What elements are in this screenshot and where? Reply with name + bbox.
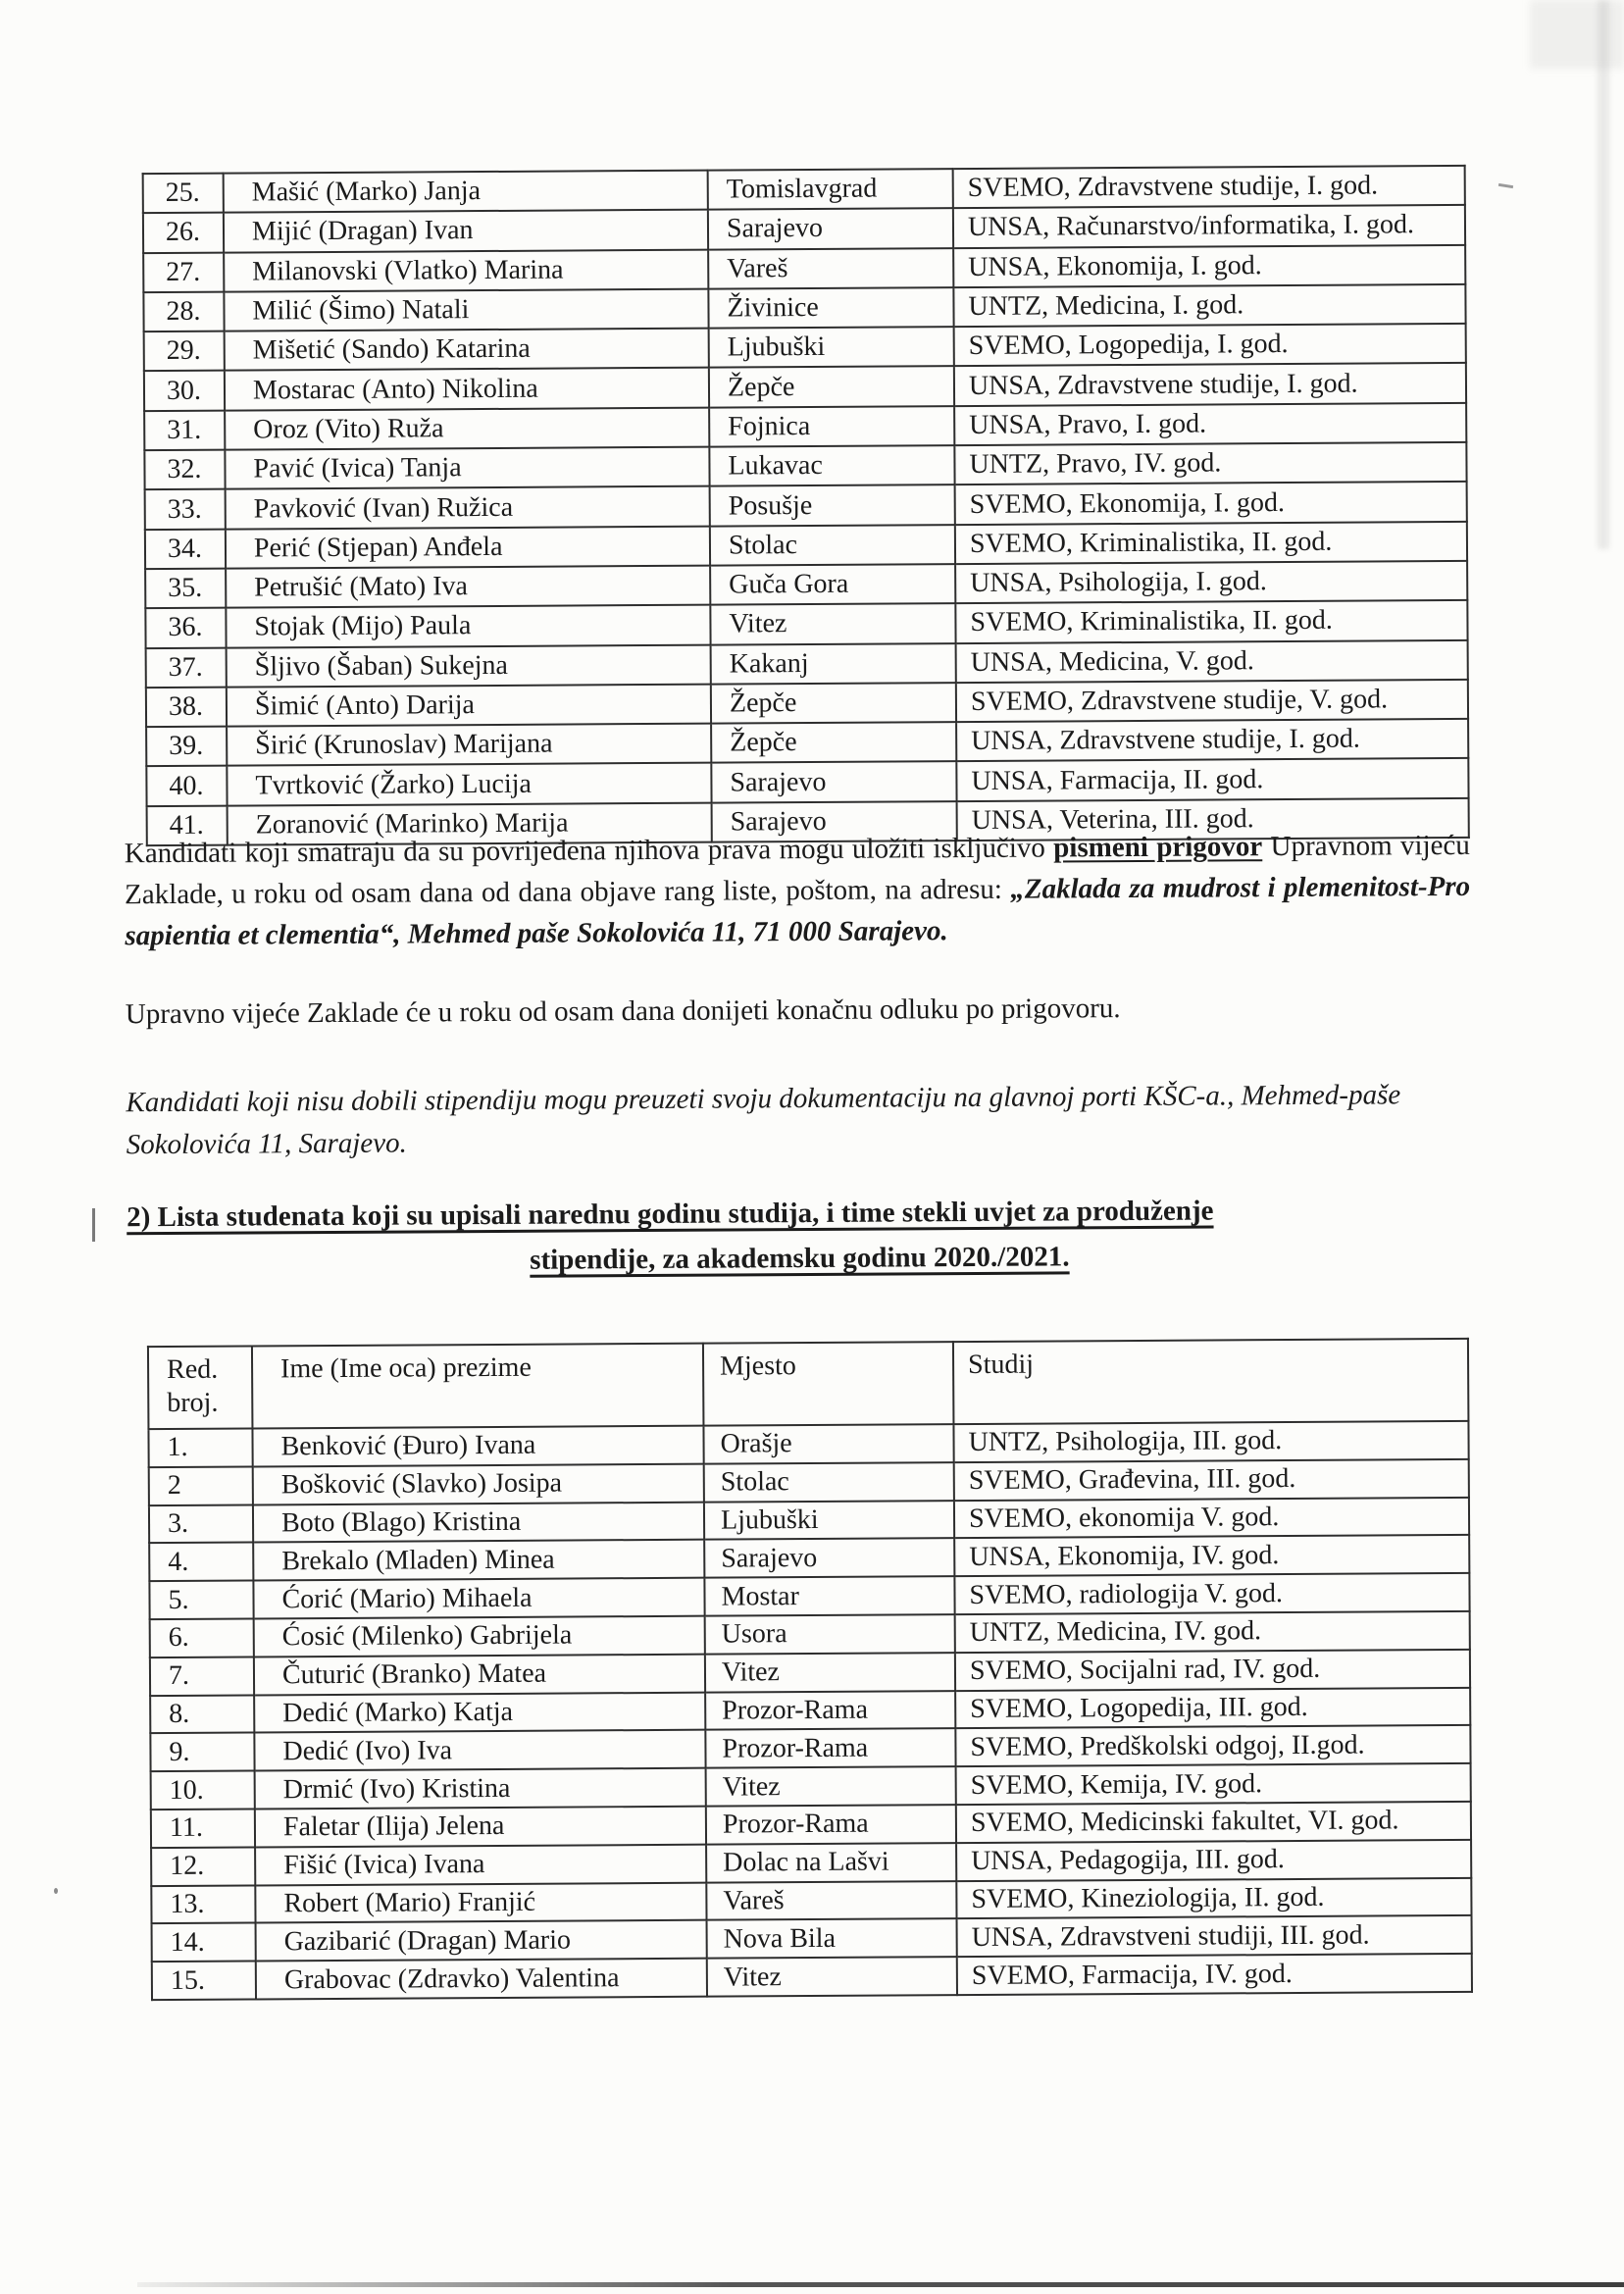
- row-number: 14.: [152, 1923, 256, 1962]
- candidate-place: Tomislavgrad: [708, 169, 953, 210]
- candidate-place: Lukavac: [709, 445, 954, 486]
- row-number: 5.: [149, 1581, 253, 1619]
- candidate-place: Žepče: [709, 367, 954, 408]
- row-number: 27.: [143, 252, 224, 292]
- student-name: Ćosić (Milenko) Gabrijela: [254, 1616, 705, 1657]
- candidate-place: Ljubuški: [709, 327, 954, 368]
- student-place: Dolac na Lašvi: [706, 1843, 956, 1882]
- student-name: Fišić (Ivica) Ivana: [255, 1844, 706, 1885]
- header-study: Studij: [953, 1339, 1469, 1424]
- student-place: Vitez: [705, 1653, 955, 1692]
- student-name: Dedić (Marko) Katja: [254, 1692, 705, 1733]
- student-study: UNSA, Zdravstveni studiji, III. god.: [957, 1915, 1472, 1957]
- scan-artifact-right-band: [1598, 0, 1609, 549]
- student-study: UNTZ, Medicina, IV. god.: [955, 1611, 1470, 1653]
- header-name: Ime (Ime oca) prezime: [252, 1344, 704, 1429]
- row-number: 40.: [146, 766, 227, 806]
- row-number: 9.: [150, 1733, 254, 1771]
- row-number: 38.: [146, 688, 227, 728]
- candidate-study: UNSA, Psihologija, I. god.: [955, 561, 1467, 603]
- candidate-place: Živinice: [708, 287, 953, 329]
- candidate-place: Stolac: [710, 525, 955, 566]
- student-name: Faletar (Ilija) Jelena: [255, 1807, 706, 1848]
- row-number: 11.: [151, 1809, 255, 1847]
- candidate-name: Milanovski (Vlatko) Marina: [224, 249, 708, 291]
- header-place: Mjesto: [703, 1342, 954, 1426]
- student-study: UNSA, Pedagogija, III. god.: [956, 1840, 1471, 1881]
- row-number: 41.: [147, 805, 228, 845]
- complaint-paragraph: [125, 825, 1471, 956]
- scan-artifact-corner-shade: [1530, 0, 1624, 69]
- row-number: 13.: [151, 1885, 255, 1923]
- row-number: 37.: [146, 647, 227, 688]
- student-name: Brekalo (Mladen) Minea: [253, 1540, 704, 1581]
- candidate-name: Mijić (Dragan) Ivan: [224, 210, 708, 252]
- student-name: Ćorić (Mario) Mihaela: [253, 1578, 704, 1619]
- student-place: Stolac: [704, 1462, 954, 1502]
- row-number: 2: [149, 1466, 253, 1504]
- candidate-name: Oroz (Vito) Ruža: [225, 407, 709, 449]
- candidate-study: SVEMO, Logopedija, I. god.: [954, 324, 1466, 366]
- row-number: 39.: [146, 727, 227, 767]
- candidate-study: UNSA, Ekonomija, I. god.: [953, 245, 1465, 287]
- student-place: Prozor-Rama: [705, 1691, 955, 1730]
- scan-artifact-bottom-line: [137, 2282, 1624, 2287]
- candidate-study: SVEMO, Ekonomija, I. god.: [955, 482, 1467, 524]
- row-number: 10.: [151, 1771, 255, 1810]
- student-study: SVEMO, radiologija V. god.: [954, 1573, 1469, 1614]
- row-number: 8.: [150, 1695, 254, 1733]
- candidate-name: Pavković (Ivan) Ružica: [226, 486, 710, 529]
- student-place: Orašje: [703, 1424, 953, 1463]
- candidate-study: SVEMO, Zdravstvene studije, V. god.: [956, 680, 1468, 722]
- candidate-study: UNTZ, Medicina, I. god.: [953, 284, 1465, 327]
- student-study: SVEMO, Građevina, III. god.: [954, 1459, 1469, 1501]
- written-complaint-emphasis: pismeni prigovor: [1053, 831, 1263, 864]
- row-number: 28.: [143, 292, 224, 332]
- row-number: 34.: [145, 529, 226, 569]
- row-number: 3.: [149, 1504, 253, 1543]
- candidate-name: Milić (Šimo) Natali: [224, 289, 708, 331]
- candidate-study: UNSA, Veterina, III. god.: [957, 798, 1469, 841]
- row-number: 32.: [144, 450, 225, 490]
- student-study: SVEMO, Socijalni rad, IV. god.: [955, 1650, 1470, 1691]
- table-header-row: [148, 1339, 1468, 1429]
- foundation-address-emphasis: „Zaklada za mudrost i plemenitost-Pro sapientia et clementia“, Mehmed paše Sokolovića 11, 71 000 Sarajevo.: [125, 870, 1471, 952]
- candidate-place: Kakanj: [711, 643, 956, 685]
- student-place: Prozor-Rama: [706, 1805, 956, 1844]
- student-study: SVEMO, Kineziologija, II. god.: [956, 1877, 1471, 1918]
- candidate-place: Vitez: [710, 603, 955, 644]
- student-name: Drmić (Ivo) Kristina: [255, 1768, 706, 1810]
- student-name: Čuturić (Branko) Matea: [254, 1654, 705, 1695]
- row-number: 35.: [145, 569, 226, 609]
- section-2-heading-line-2: stipendije, za akademsku godinu 2020./2021.: [530, 1241, 1070, 1276]
- student-study: SVEMO, Kemija, IV. god.: [956, 1763, 1471, 1805]
- candidate-name: Zoranović (Marinko) Marija: [228, 802, 712, 844]
- row-number: 33.: [145, 489, 226, 530]
- candidate-place: Vareš: [708, 248, 953, 289]
- candidate-name: Mišetić (Sando) Katarina: [225, 329, 709, 371]
- section-2-heading-line-1: 2) Lista studenata koji su upisali narednu godinu studija, i time stekli uvjet za produženje: [127, 1195, 1214, 1234]
- student-place: Vareš: [706, 1881, 956, 1920]
- candidate-study: SVEMO, Zdravstvene studije, I. god.: [953, 166, 1465, 208]
- student-name: Benković (Đuro) Ivana: [252, 1426, 703, 1467]
- candidate-name: Mašić (Marko) Janja: [224, 171, 708, 213]
- decision-paragraph: Upravno vijeće Zaklade će u roku od osam dana donijeti konačnu odluku po prigovoru.: [125, 993, 1121, 1031]
- student-study: SVEMO, Logopedija, III. god.: [955, 1687, 1470, 1728]
- candidate-name: Šljivo (Šaban) Sukejna: [227, 644, 711, 687]
- row-number: 1.: [148, 1428, 252, 1466]
- row-number: 7.: [150, 1657, 254, 1695]
- candidate-place: Žepče: [711, 722, 956, 763]
- student-study: UNTZ, Psihologija, III. god.: [953, 1421, 1468, 1462]
- student-name: Bošković (Slavko) Josipa: [253, 1463, 704, 1504]
- candidate-study: UNSA, Pravo, I. god.: [954, 403, 1466, 445]
- row-number: 12.: [151, 1847, 255, 1885]
- row-number: 25.: [143, 174, 224, 214]
- candidate-name: Mostarac (Anto) Nikolina: [225, 368, 709, 410]
- candidate-name: Perić (Stjepan) Anđela: [226, 526, 710, 568]
- candidate-name: Pavić (Ivica) Tanja: [225, 447, 709, 489]
- candidate-name: Tvrtković (Žarko) Lucija: [227, 763, 711, 805]
- student-place: Vitez: [706, 1766, 956, 1806]
- student-place: Usora: [705, 1614, 955, 1654]
- candidate-study: UNSA, Medicina, V. god.: [956, 639, 1468, 682]
- student-study: UNSA, Ekonomija, IV. god.: [954, 1535, 1469, 1576]
- candidate-study: SVEMO, Kriminalistika, II. god.: [955, 600, 1467, 642]
- row-number: 26.: [143, 213, 224, 253]
- candidate-name: Petrušić (Mato) Iva: [226, 566, 710, 608]
- section-2-heading: [127, 1187, 1473, 1285]
- documentation-pickup-paragraph: Kandidati koji nisu dobili stipendiju mogu preuzeti svoju dokumentaciju na glavnoj porti KŠC-a., Mehmed-paše Sokolovića 11, Sarajevo.: [126, 1079, 1401, 1161]
- candidate-study: UNSA, Zdravstvene studije, I. god.: [956, 719, 1468, 761]
- candidate-study: UNSA, Zdravstvene studije, I. god.: [954, 363, 1466, 405]
- row-number: 36.: [145, 608, 226, 648]
- row-number: 15.: [152, 1962, 256, 2000]
- row-number: 4.: [149, 1543, 253, 1581]
- candidate-place: Guča Gora: [710, 564, 955, 605]
- student-name: Robert (Mario) Franjić: [255, 1882, 706, 1923]
- candidate-place: Fojnica: [709, 406, 954, 447]
- row-number: 31.: [144, 410, 225, 450]
- student-place: Ljubuški: [704, 1501, 954, 1540]
- student-name: Boto (Blago) Kristina: [253, 1502, 704, 1543]
- row-number: 30.: [144, 371, 225, 411]
- candidate-study: SVEMO, Kriminalistika, II. god.: [955, 522, 1467, 564]
- candidate-name: Šimić (Anto) Darija: [227, 684, 711, 726]
- table-row: [152, 1954, 1472, 2000]
- candidate-name: Stojak (Mijo) Paula: [226, 605, 710, 647]
- student-place: Mostar: [704, 1576, 954, 1615]
- student-name: Grabovac (Zdravko) Valentina: [256, 1959, 707, 2000]
- candidate-place: Sarajevo: [712, 801, 957, 842]
- student-study: SVEMO, Predškolski odgoj, II.god.: [955, 1725, 1470, 1766]
- row-number: 6.: [150, 1618, 254, 1657]
- candidate-study: UNTZ, Pravo, IV. god.: [954, 442, 1466, 484]
- student-name: Dedić (Ivo) Iva: [254, 1730, 705, 1771]
- student-place: Nova Bila: [707, 1918, 957, 1958]
- scan-artifact-tick-mark: [92, 1208, 95, 1242]
- student-place: Sarajevo: [704, 1539, 954, 1578]
- student-study: SVEMO, Medicinski fakultet, VI. god.: [956, 1802, 1471, 1843]
- scholarship-list-table-continued: [142, 165, 1470, 846]
- row-number: 29.: [144, 331, 225, 372]
- candidate-name: Širić (Krunoslav) Marijana: [227, 724, 711, 766]
- header-ordinal-number: Red. broj.: [148, 1346, 253, 1429]
- student-place: Prozor-Rama: [705, 1728, 955, 1767]
- candidate-place: Sarajevo: [711, 762, 956, 803]
- scan-artifact-dot: [54, 1888, 58, 1894]
- candidate-place: Posušje: [710, 484, 955, 526]
- candidate-place: Žepče: [711, 683, 956, 724]
- renewed-scholarship-table: [147, 1338, 1473, 2001]
- student-place: Vitez: [707, 1957, 957, 1996]
- candidate-study: UNSA, Farmacija, II. god.: [956, 758, 1468, 800]
- candidate-place: Sarajevo: [708, 208, 953, 249]
- paragraph-text: Upravnom vijeću Zaklade, u roku od osam dana od dana objave rang liste, poštom, na adresu:: [125, 829, 1470, 911]
- paragraph-text: Kandidati koji smatraju da su povrijeđena njihova prava mogu uložiti isključivo: [124, 832, 1054, 870]
- student-study: SVEMO, ekonomija V. god.: [954, 1498, 1469, 1539]
- student-name: Gazibarić (Dragan) Mario: [256, 1920, 707, 1962]
- candidate-study: UNSA, Računarstvo/informatika, I. god.: [953, 205, 1465, 247]
- student-study: SVEMO, Farmacija, IV. god.: [957, 1954, 1472, 1995]
